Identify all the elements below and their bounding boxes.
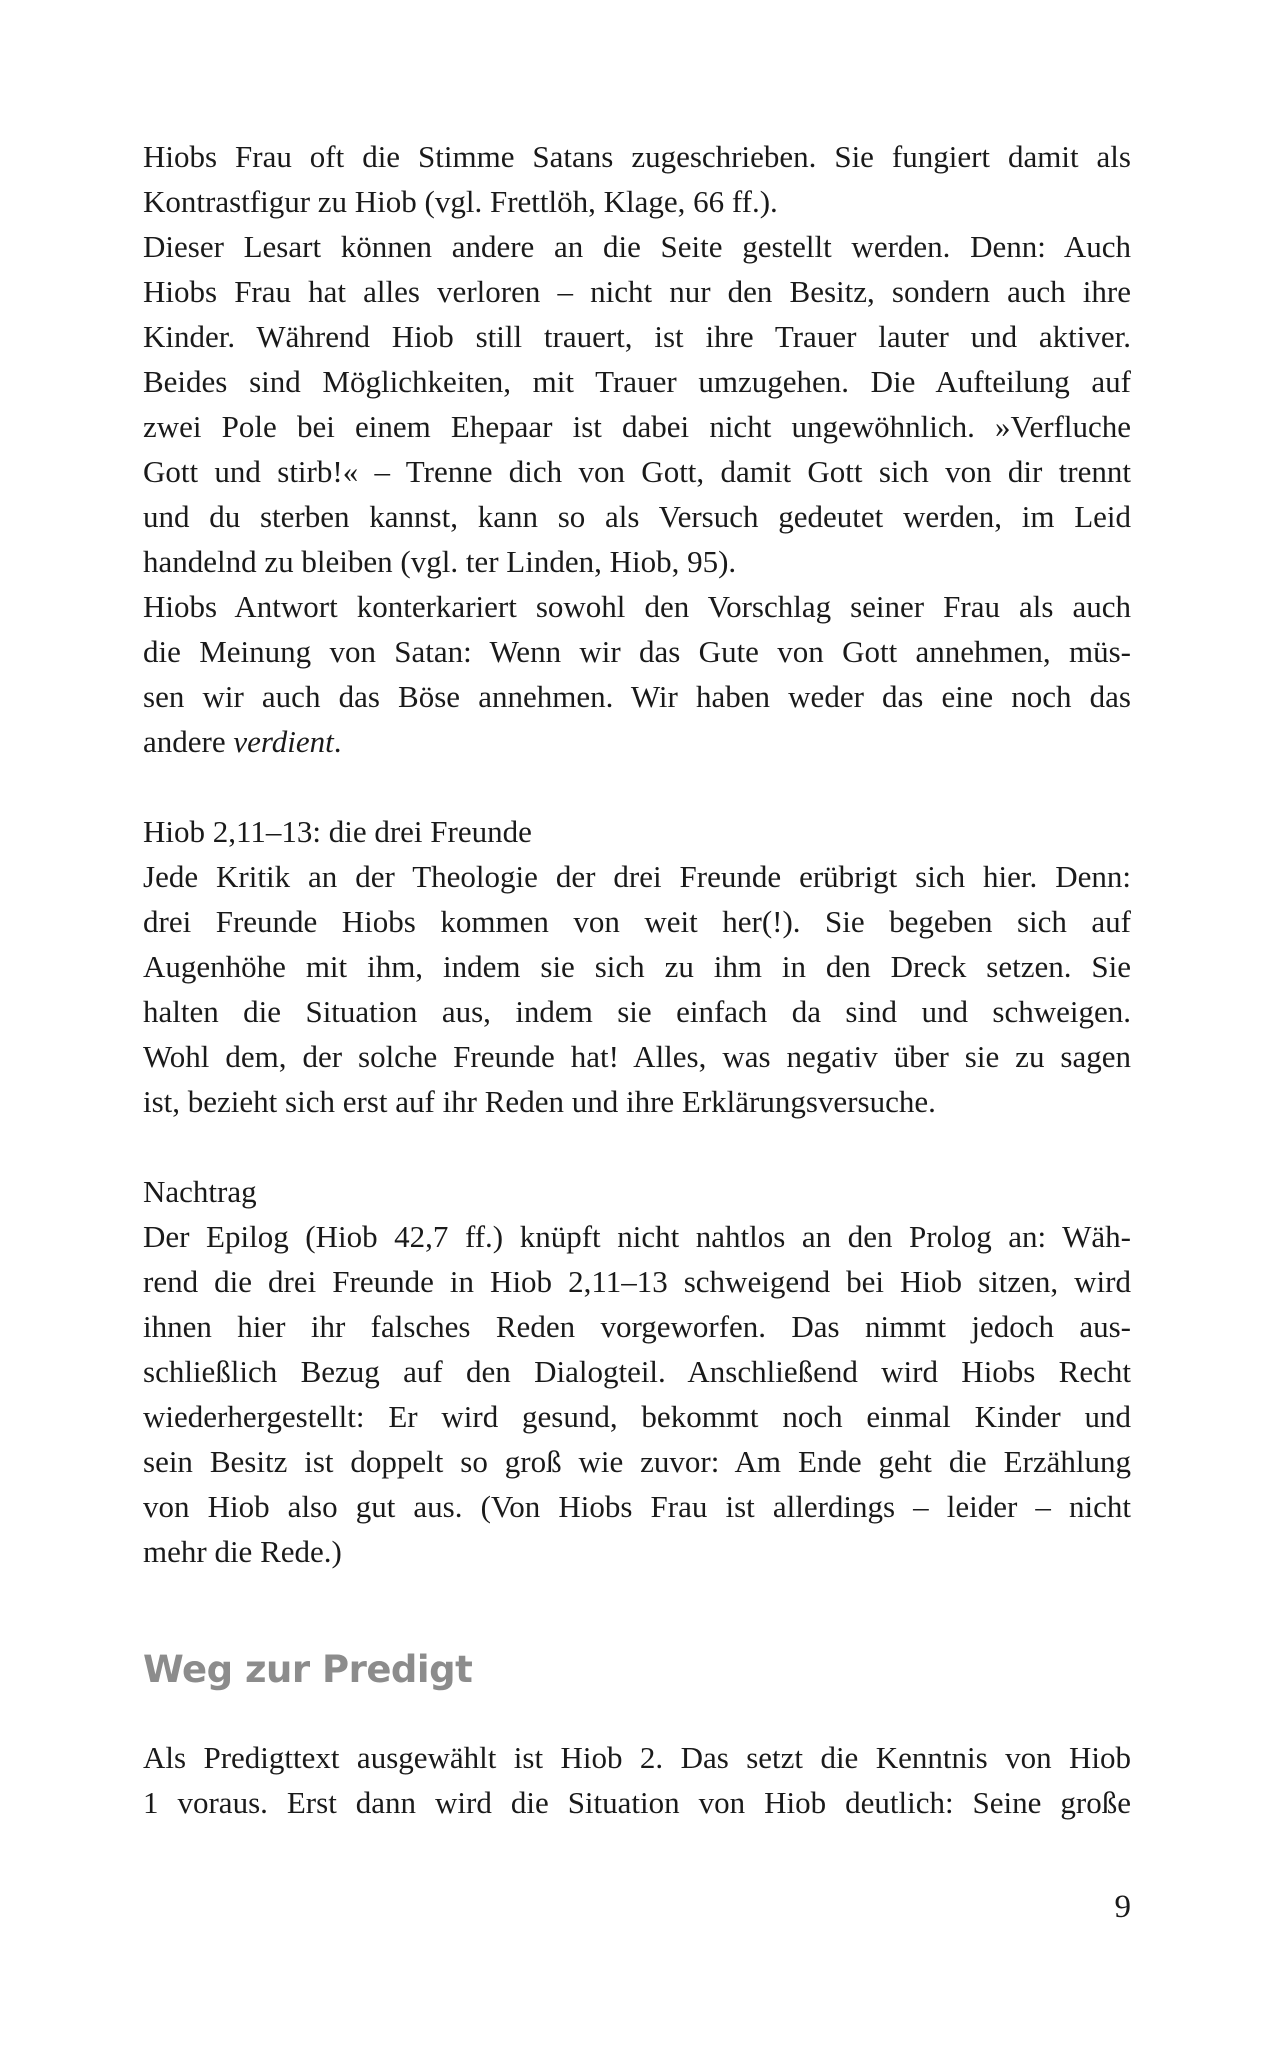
text-line: Hiobs Antwort konterkariert sowohl den Vorschlag seiner Frau als auch [143,589,1131,624]
paragraph-gap [143,1124,1131,1169]
text-line: Kontrastfigur zu Hiob (vgl. Frettlöh, Klage, 66 ff.). [143,184,778,219]
text-line: wiederhergestellt: Er wird gesund, bekommt noch einmal Kinder und [143,1399,1131,1434]
page-body-continued [143,1735,1131,1825]
page-body [143,134,1131,1574]
text-line: Augenhöhe mit ihm, indem sie sich zu ihm in den Dreck setzen. Sie [143,949,1131,984]
text-line: ist, bezieht sich erst auf ihr Reden und ihre Erklärungsversuche. [143,1084,936,1119]
page-number: 9 [1114,1889,1131,1925]
text-fragment: andere [143,724,234,759]
emphasis-text: verdient [233,724,334,759]
text-line: drei Freunde Hiobs kommen von weit her(!). Sie begeben sich auf [143,904,1131,939]
text-line: halten die Situation aus, indem sie einfach da sind und schweigen. [143,994,1131,1029]
text-line: Dieser Lesart können andere an die Seite gestellt werden. Denn: Auch [143,229,1131,264]
section-title: Nachtrag [143,1174,257,1209]
text-line: 1 voraus. Erst dann wird die Situation von Hiob deutlich: Seine große [143,1785,1131,1820]
text-line: sen wir auch das Böse annehmen. Wir haben weder das eine noch das [143,679,1131,714]
text-line: Gott und stirb!« – Trenne dich von Gott, damit Gott sich von dir trennt [143,454,1131,489]
text-line: sein Besitz ist doppelt so groß wie zuvor: Am Ende geht die Erzählung [143,1444,1131,1479]
text-line: die Meinung von Satan: Wenn wir das Gute von Gott annehmen, müs- [143,634,1131,669]
text-line: Hiobs Frau oft die Stimme Satans zugeschrieben. Sie fungiert damit als [143,139,1131,174]
text-line: schließlich Bezug auf den Dialogteil. Anschließend wird Hiobs Recht [143,1354,1131,1389]
text-line: Hiobs Frau hat alles verloren – nicht nur den Besitz, sondern auch ihre [143,274,1131,309]
text-line: Der Epilog (Hiob 42,7 ff.) knüpft nicht nahtlos an den Prolog an: Wäh- [143,1219,1131,1254]
section-heading: Weg zur Predigt [143,1648,473,1691]
text-line: mehr die Rede.) [143,1534,342,1569]
text-line [143,719,1131,764]
text-line: rend die drei Freunde in Hiob 2,11–13 schweigend bei Hiob sitzen, wird [143,1264,1131,1299]
text-line: Beides sind Möglichkeiten, mit Trauer umzugehen. Die Aufteilung auf [143,364,1131,399]
text-line: und du sterben kannst, kann so als Versuch gedeutet werden, im Leid [143,499,1131,534]
text-line: Wohl dem, der solche Freunde hat! Alles, was negativ über sie zu sagen [143,1039,1131,1074]
text-line: zwei Pole bei einem Ehepaar ist dabei nicht ungewöhnlich. »Verfluche [143,409,1131,444]
text-line: Jede Kritik an der Theologie der drei Freunde erübrigt sich hier. Denn: [143,859,1131,894]
text-line: Als Predigttext ausgewählt ist Hiob 2. Das setzt die Kenntnis von Hiob [143,1740,1131,1775]
text-line: handelnd zu bleiben (vgl. ter Linden, Hiob, 95). [143,544,737,579]
paragraph-gap [143,764,1131,809]
text-line: von Hiob also gut aus. (Von Hiobs Frau ist allerdings – leider – nicht [143,1489,1131,1524]
text-fragment: . [333,724,342,759]
text-line: ihnen hier ihr falsches Reden vorgeworfen. Das nimmt jedoch aus- [143,1309,1131,1344]
section-title: Hiob 2,11–13: die drei Freunde [143,814,532,849]
text-line: Kinder. Während Hiob still trauert, ist ihre Trauer lauter und aktiver. [143,319,1131,354]
